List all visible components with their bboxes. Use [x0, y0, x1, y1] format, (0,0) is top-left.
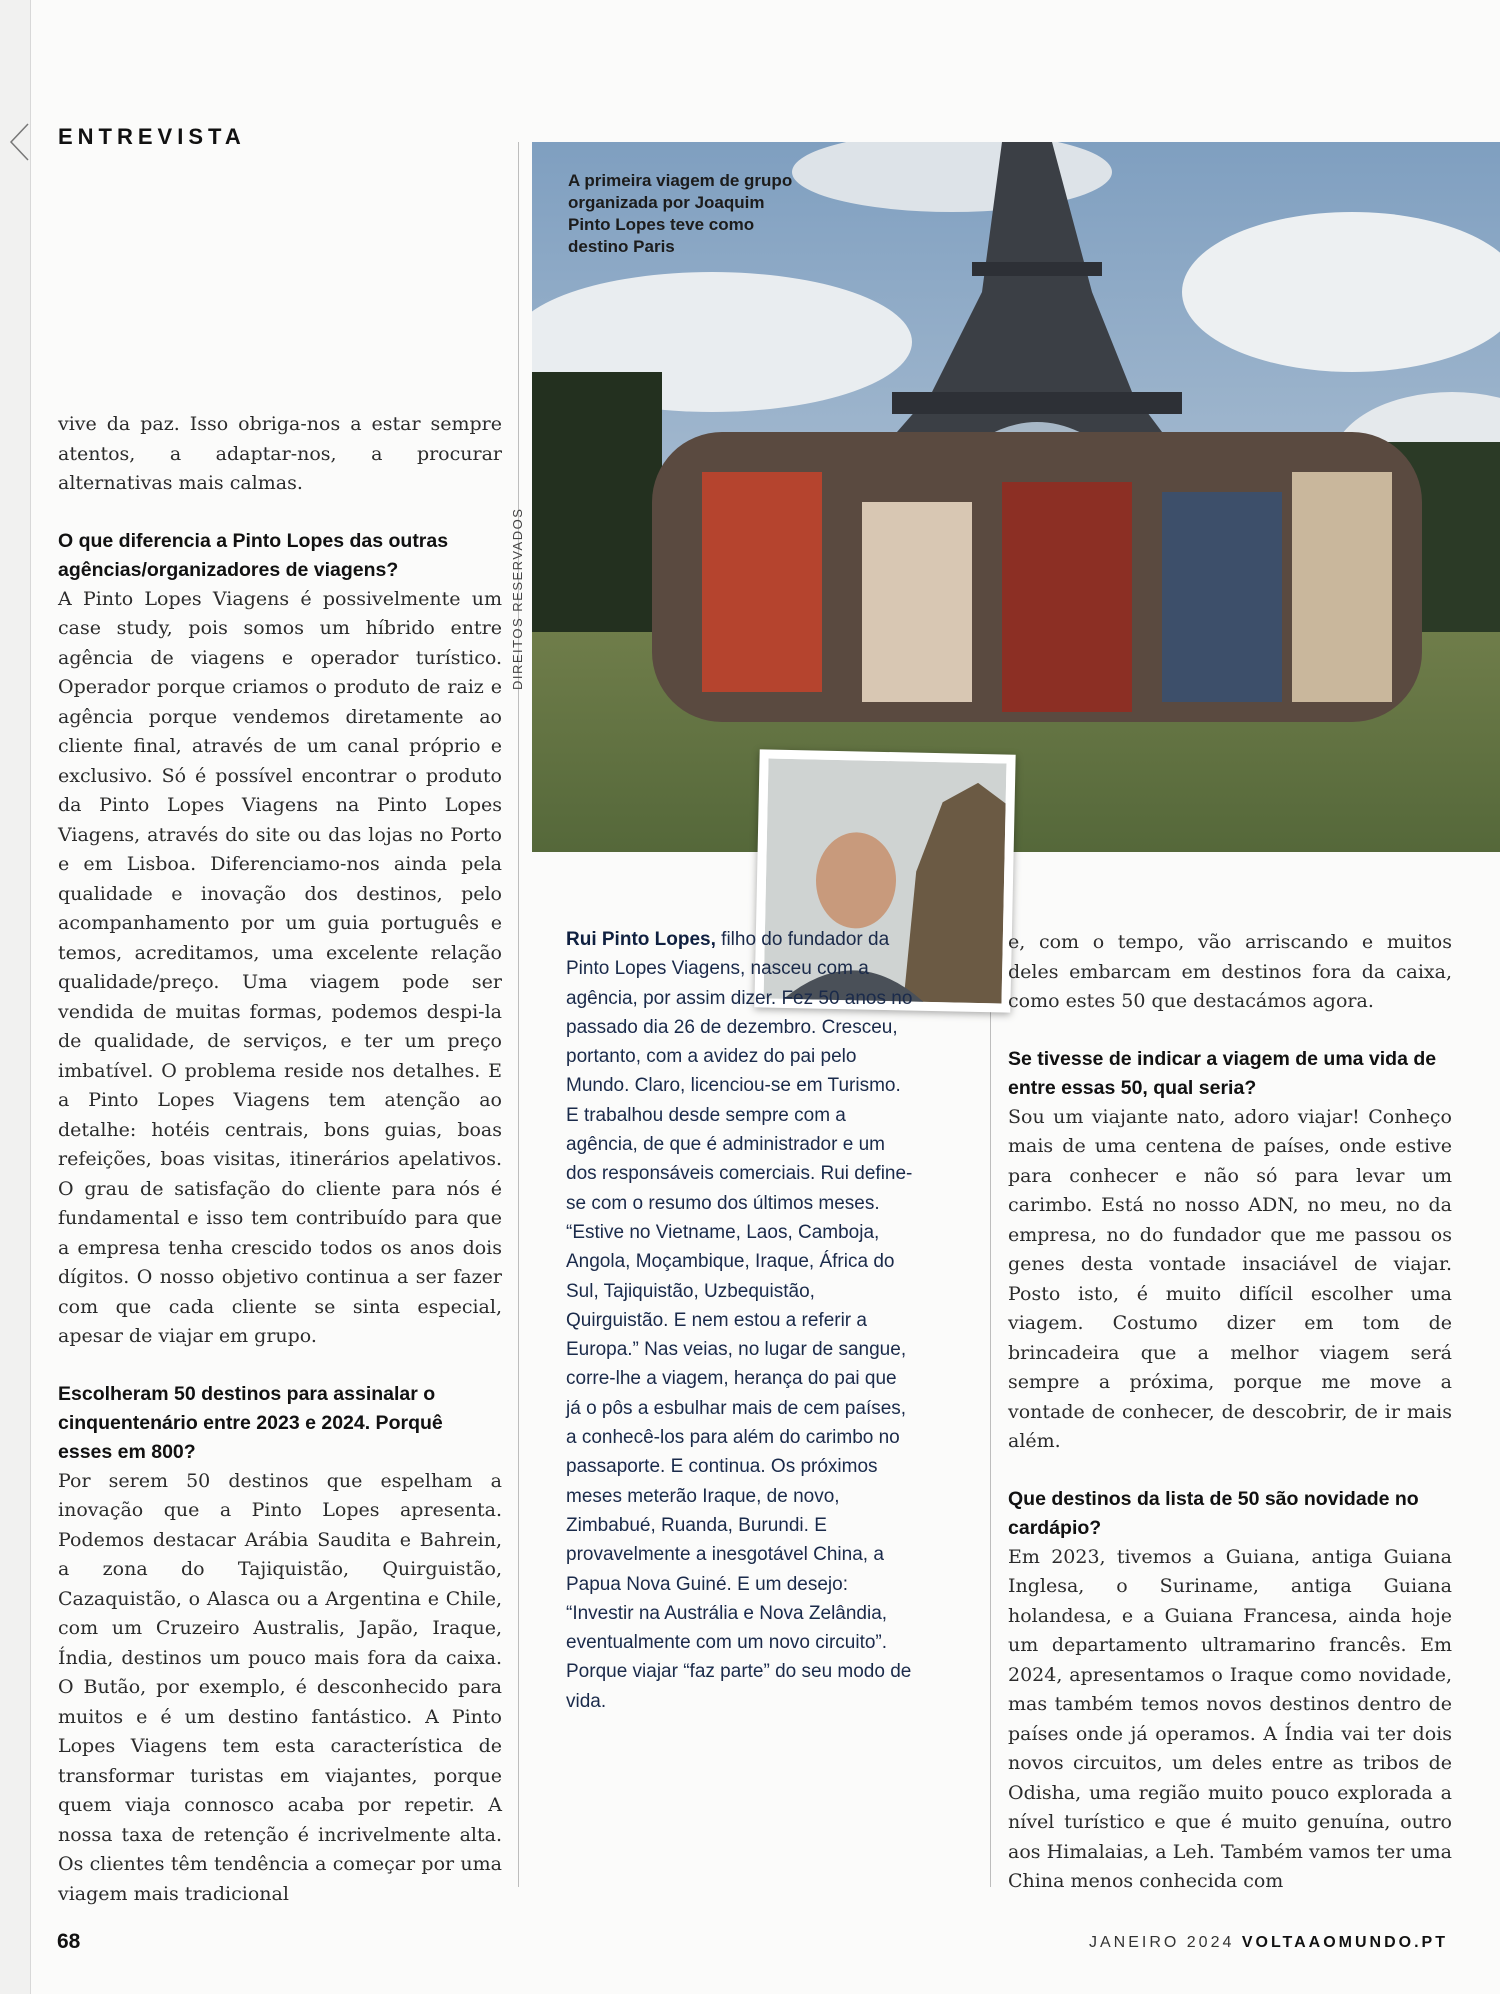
footer-issue-site	[1089, 1934, 1448, 1952]
site-name: VOLTAAOMUNDO.PT	[1241, 1934, 1448, 1951]
paragraph: vive da paz. Isso obriga-nos a estar sempre atentos, a adaptar-nos, a procurar alternativas mais calmas.	[58, 413, 502, 494]
page-number: 68	[57, 1930, 81, 1953]
answer-paragraph: Por serem 50 destinos que espelham a inovação que a Pinto Lopes apresenta. Podemos destacar Arábia Saudita e Bahrein, a zona do Tajiquistão, Quirguistão, Cazaquistão, o Alasca ou a Argentina e Chile, com um Cruzeiro Australis, Japão, Iraque, Índia, destinos um pouco mais fora da caixa. O Butão, por exemplo, é desconhecido para muitos e é um destino fantástico. A Pinto Lopes Viagens tem esta característica de transformar turistas em viajantes, porque quem viaja connosco acaba por repetir. A nossa taxa de retenção é incrivelmente alta. Os clientes têm tendência a começar por uma viagem mais tradicional	[58, 1469, 502, 1905]
answer-paragraph: Sou um viajante nato, adoro viajar! Conheço mais de uma centena de países, onde estive para conhecer e não só para levar um carimbo. Está no nosso ADN, no meu, no da empresa, no do fundador que me passou os genes desta vontade insaciável de viajar. Posto isto, é muito difícil escolher uma viagem. Costumo dizer em tom de brincadeira que a melhor viagem será sempre a próxima, porque me move a vontade de conhecer, de descobrir, de ir mais além.	[1008, 1105, 1452, 1452]
question-heading: Que destinos da lista de 50 são novidade no cardápio?	[1008, 1487, 1419, 1539]
profile-name: Rui Pinto Lopes,	[566, 929, 716, 950]
profile-text: filho do fundador da Pinto Lopes Viagens, nasceu com a agência, por assim dizer. Fez 50 anos no passado dia 26 de dezembro. Cresceu, portanto, com a avidez do pai pelo Mundo. Claro, licenciou-se em Turismo. E trabalhou desde sempre com a agência, de que é administrador e um dos responsáveis comerciais. Rui define-se com o resumo dos últimos meses. “Estive no Vietname, Laos, Camboja, Angola, Moçambique, Iraque, África do Sul, Tajiquistão, Uzbequistão, Quirguistão. E nem estou a referir a Europa.” Nas veias, no lugar de sangue, corre-lhe a viagem, herança do pai que já o pôs a esbulhar mais de cem países, a conhecê-los para além do carimbo no passaporte. E continua. Os próximos meses meterão Iraque, de novo, Zimbabué, Ruanda, Burundi. E provavelmente a inesgotável China, a Papua Nova Guiné. E um desejo: “Investir na Austrália e Nova Zelândia, eventualmente com um novo circuito”. Porque viajar “faz parte” do seu modo de vida.	[566, 929, 913, 1712]
question-heading: Se tivesse de indicar a viagem de uma vida de entre essas 50, qual seria?	[1008, 1047, 1437, 1099]
page-edge-strip	[0, 0, 31, 1994]
answer-paragraph: A Pinto Lopes Viagens é possivelmente um case study, pois somos um híbrido entre agência de viagens e operador turístico. Operador porque criamos o produto de raiz e agência porque vendemos diretamente ao cliente final, através de um canal próprio e exclusivo. Só é possível encontrar o produto da Pinto Lopes Viagens na Pinto Lopes Viagens, através do site ou das lojas no Porto e em Lisboa. Diferenciamo-nos ainda pela qualidade e inovação dos destinos, pelo acompanhamento por um guia português e temos, acreditamos, uma excelente relação qualidade/preço. Uma viagem pode ser vendida de muitas formas, podemos despi-la de qualidade, de serviços, e ter um preço imbatível. O problema reside nos detalhes. E a Pinto Lopes Viagens tem atenção ao detalhe: hotéis centrais, bons guias, boas refeições, boas visitas, itinerários apelativos. O grau de satisfação do cliente para nós é fundamental e isso tem contribuído para que a empresa tenha crescido todos os anos dois dígitos. O nosso objetivo continua a ser fazer com que cada cliente se sinta especial, apesar de viajar em grupo.	[58, 587, 502, 1347]
question-heading: O que diferencia a Pinto Lopes das outras agências/organizadores de viagens?	[58, 529, 449, 581]
column-right	[1008, 928, 1452, 1897]
column-left	[58, 410, 502, 1909]
column-divider	[990, 935, 991, 1887]
column-divider	[518, 142, 519, 1887]
profile-sidebar	[566, 925, 916, 1716]
question-heading: Escolheram 50 destinos para assinalar o cinquentenário entre 2023 e 2024. Porquê esses em 800?	[58, 1382, 443, 1463]
chevron-left-icon	[8, 122, 30, 162]
paragraph: e, com o tempo, vão arriscando e muitos deles embarcam em destinos fora da caixa, como estes 50 que destacámos agora.	[1008, 931, 1452, 1012]
section-label: ENTREVISTA	[58, 124, 246, 149]
answer-paragraph: Em 2023, tivemos a Guiana, antiga Guiana Inglesa, o Suriname, antiga Guiana holandesa, e a Guiana Francesa, ainda hoje um departamento ultramarino francês. Em 2024, apresentamos o Iraque como novidade, mas também temos novos destinos dentro de países onde já operamos. A Índia vai ter dois novos circuitos, um deles entre as tribos de Odisha, uma região muito pouco explorada a nível turístico e que é muito genuína, outro aos Himalaias, a Leh. Também vamos ter uma China menos conhecida com	[1008, 1545, 1452, 1892]
photo-credit: DIREITOS RESERVADOS	[510, 507, 525, 690]
issue-date: JANEIRO 2024	[1088, 1934, 1235, 1951]
photo-caption: A primeira viagem de grupo organizada por Joaquim Pinto Lopes teve como destino Paris	[568, 171, 793, 256]
